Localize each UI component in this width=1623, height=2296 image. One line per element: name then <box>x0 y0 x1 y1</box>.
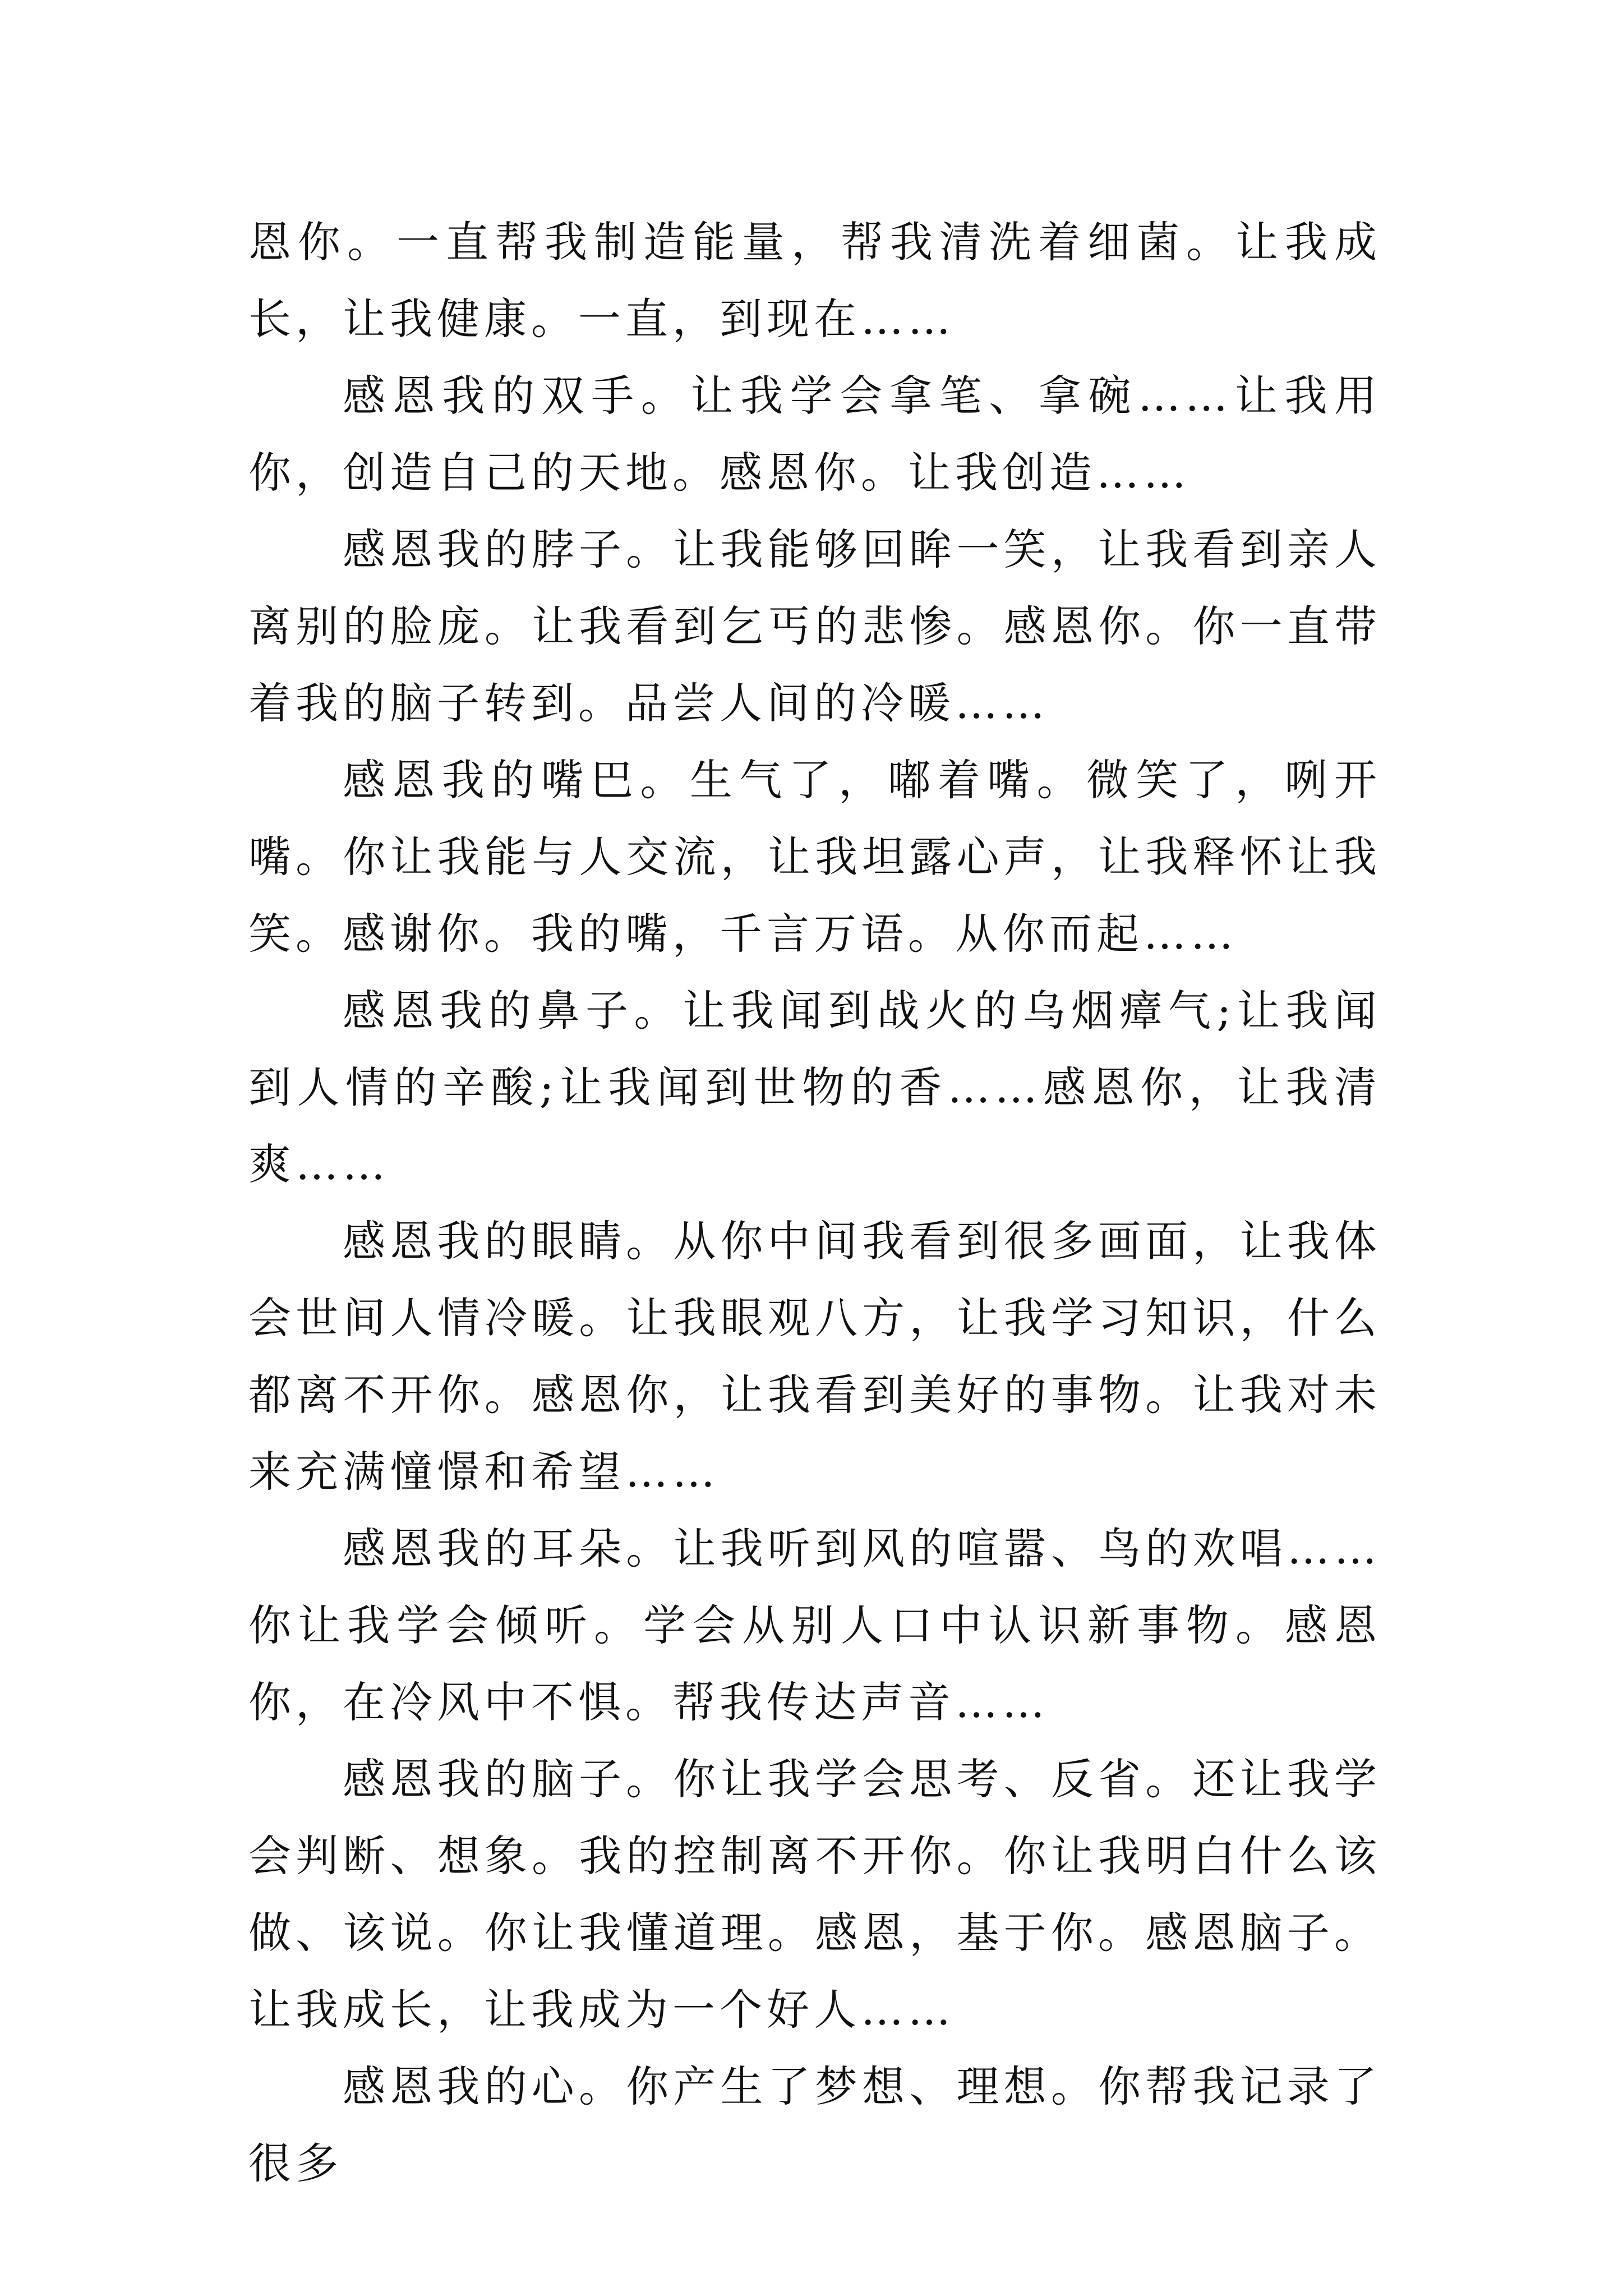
paragraph-brain: 感恩我的脑子。你让我学会思考、反省。还让我学会判断、想象。我的控制离不开你。你让我明白什么该做、该说。你让我懂道理。感恩，基于你。感恩脑子。让我成长，让我成为一个好人…… <box>248 1754 1381 2035</box>
paragraph-nose: 感恩我的鼻子。让我闻到战火的乌烟瘴气;让我闻到人情的辛酸;让我闻到世物的香……感恩你，让我清爽…… <box>248 986 1381 1189</box>
paragraph-heart: 感恩我的心。你产生了梦想、理想。你帮我记录了很多 <box>248 2062 1381 2188</box>
document-body <box>248 204 1381 2202</box>
paragraph-hands: 感恩我的双手。让我学会拿笔、拿碗……让我用你，创造自己的天地。感恩你。让我创造…… <box>248 371 1381 498</box>
paragraph-ears: 感恩我的耳朵。让我听到风的喧嚣、鸟的欢唱……你让我学会倾听。学会从别人口中认识新事物。感恩你，在冷风中不惧。帮我传达声音…… <box>248 1524 1381 1727</box>
paragraph-mouth: 感恩我的嘴巴。生气了，嘟着嘴。微笑了，咧开嘴。你让我能与人交流，让我坦露心声，让我释怀让我笑。感谢你。我的嘴，千言万语。从你而起…… <box>248 755 1381 959</box>
paragraph-neck: 感恩我的脖子。让我能够回眸一笑，让我看到亲人离别的脸庞。让我看到乞丐的悲惨。感恩你。你一直带着我的脑子转到。品尝人间的冷暖…… <box>248 524 1381 728</box>
paragraph-continuation: 恩你。一直帮我制造能量，帮我清洗着细菌。让我成长，让我健康。一直，到现在…… <box>248 217 1381 344</box>
paragraph-eyes: 感恩我的眼睛。从你中间我看到很多画面，让我体会世间人情冷暖。让我眼观八方，让我学习知识，什么都离不开你。感恩你，让我看到美好的事物。让我对未来充满憧憬和希望…… <box>248 1216 1381 1497</box>
